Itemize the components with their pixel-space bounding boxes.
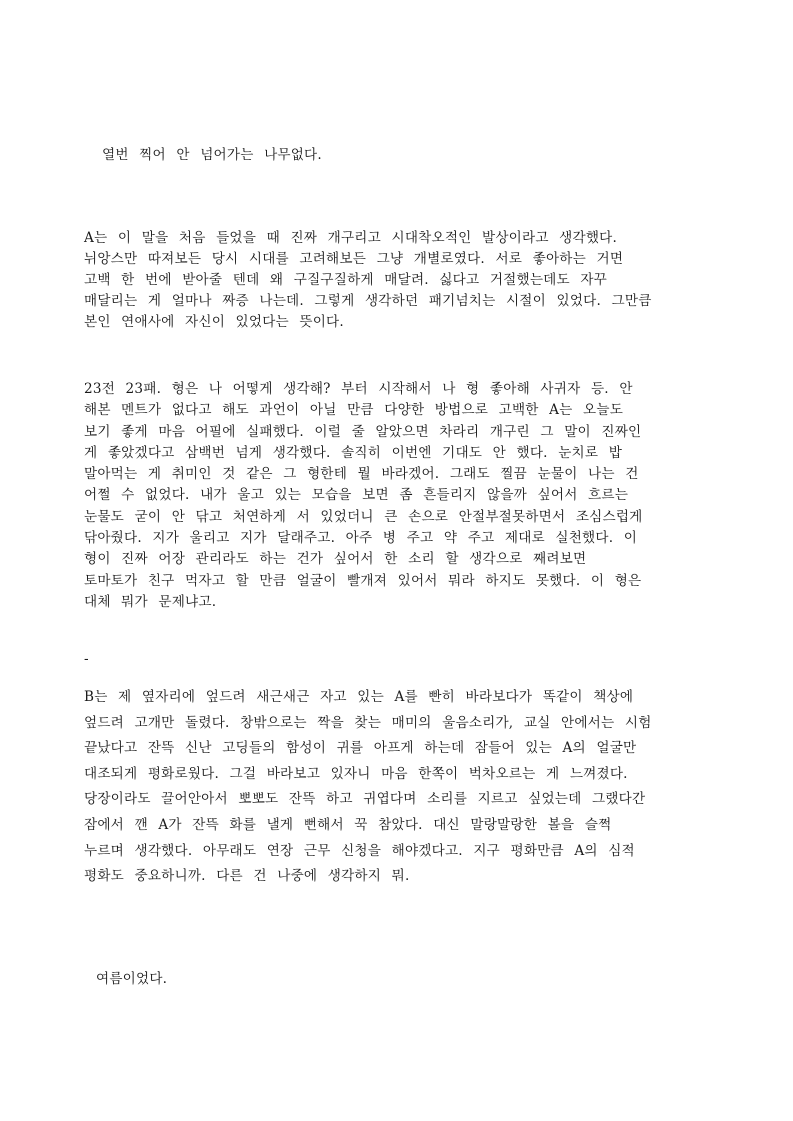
paragraph-line: 게 좋았겠다고 삼백번 넘게 생각했다. 솔직히 이번엔 기대도 안 했다. 눈치로 밥 (84, 444, 623, 461)
paragraph-line: 말아먹는 게 취미인 것 같은 그 형한테 뭘 바라겠어. 그래도 찔끔 눈물이 나는 건 (84, 466, 639, 483)
paragraph-2 (84, 379, 710, 613)
paragraph-line: 잠에서 깬 A가 잔뜩 화를 낼게 뻔해서 꾹 참았다. 대신 말랑말랑한 볼을 슬쩍 (84, 816, 612, 833)
closing-line: 여름이었다. (96, 971, 168, 987)
paragraph-line: 대체 뭐가 문제냐고. (84, 593, 217, 610)
paragraph-line: 엎드려 고개만 돌렸다. 창밖으로는 짝을 찾는 매미의 울음소리가, 교실 안에서는 시험 (84, 714, 652, 731)
paragraph-line: 끝났다고 잔뜩 신난 고딩들의 함성이 귀를 아프게 하는데 잠들어 있는 A의 얼굴만 (84, 740, 637, 757)
paragraph-line: 보기 좋게 마음 어필에 실패했다. 이럴 줄 알았으면 차라리 개구린 그 말이 진짜인 (84, 423, 642, 440)
paragraph-line: 본인 연애사에 자신이 있었다는 뜻이다. (84, 314, 344, 330)
paragraph-1 (84, 228, 710, 333)
paragraph-line: 해본 멘트가 없다고 해도 과언이 아닐 만큼 다양한 방법으로 고백한 A는 오늘도 (84, 402, 624, 419)
title-line: 열번 찍어 안 넘어가는 나무없다. (102, 147, 322, 163)
paragraph-3 (84, 685, 710, 890)
paragraph-line: 고백 한 번에 받아줄 텐데 왜 구질구질하게 매달려. 싫다고 거절했는데도 자꾸 (84, 272, 608, 288)
paragraph-line: 매달리는 게 얼마나 짜증 나는데. 그렇게 생각하던 패기넘치는 시절이 있었다. 그만큼 (84, 293, 652, 309)
paragraph-line: 평화도 중요하니까. 다른 건 나중에 생각하지 뭐. (84, 868, 410, 885)
paragraph-line: 어쩔 수 없었다. 내가 울고 있는 모습을 보면 좀 흔들리지 않을까 싶어서 흐르는 (84, 487, 629, 504)
closing-line-block (84, 967, 710, 991)
separator-block (84, 649, 710, 669)
paragraph-line: 누르며 생각했다. 아무래도 연장 근무 신청을 해야겠다고. 지구 평화만큼 A의 심적 (84, 842, 635, 859)
paragraph-line: 토마토가 친구 먹자고 할 만큼 얼굴이 빨개져 있어서 뭐라 하지도 못했다. 이 형은 (84, 572, 642, 589)
paragraph-line: 대조되게 평화로웠다. 그걸 바라보고 있자니 마음 한쪽이 벅차오르는 게 느껴졌다. (84, 765, 628, 782)
paragraph-line: 닦아줬다. 지가 울리고 지가 달래주고. 아주 병 주고 약 주고 제대로 실천했다. 이 (84, 530, 638, 547)
paragraph-line: B는 제 옆자리에 엎드려 새근새근 자고 있는 A를 빤히 바라보다가 똑같이 책상에 (84, 689, 634, 705)
paragraph-line: 뉘앙스만 따져보든 당시 시대를 고려해보든 그냥 개별로였다. 서로 좋아하는 거면 (84, 251, 624, 267)
paragraph-line: 23전 23패. 형은 나 어떻게 생각해? 부터 시작해서 나 형 좋아해 사귀자 등. 안 (84, 381, 633, 397)
title-line-block (84, 143, 710, 167)
paragraph-line: A는 이 말을 처음 들었을 때 진짜 개구리고 시대착오적인 발상이라고 생각했다. (84, 230, 618, 246)
paragraph-line: 당장이라도 끌어안아서 뽀뽀도 잔뜩 하고 귀엽다며 소리를 지르고 싶었는데 그랬다간 (84, 791, 646, 808)
paragraph-line: 눈물도 굳이 안 닦고 처연하게 서 있었더니 큰 손으로 안절부절못하면서 조심스럽게 (84, 508, 643, 525)
separator-dash: - (84, 651, 89, 667)
paragraph-line: 형이 진짜 어장 관리라도 하는 건가 싶어서 한 소리 할 생각으로 째려보면 (84, 551, 587, 568)
